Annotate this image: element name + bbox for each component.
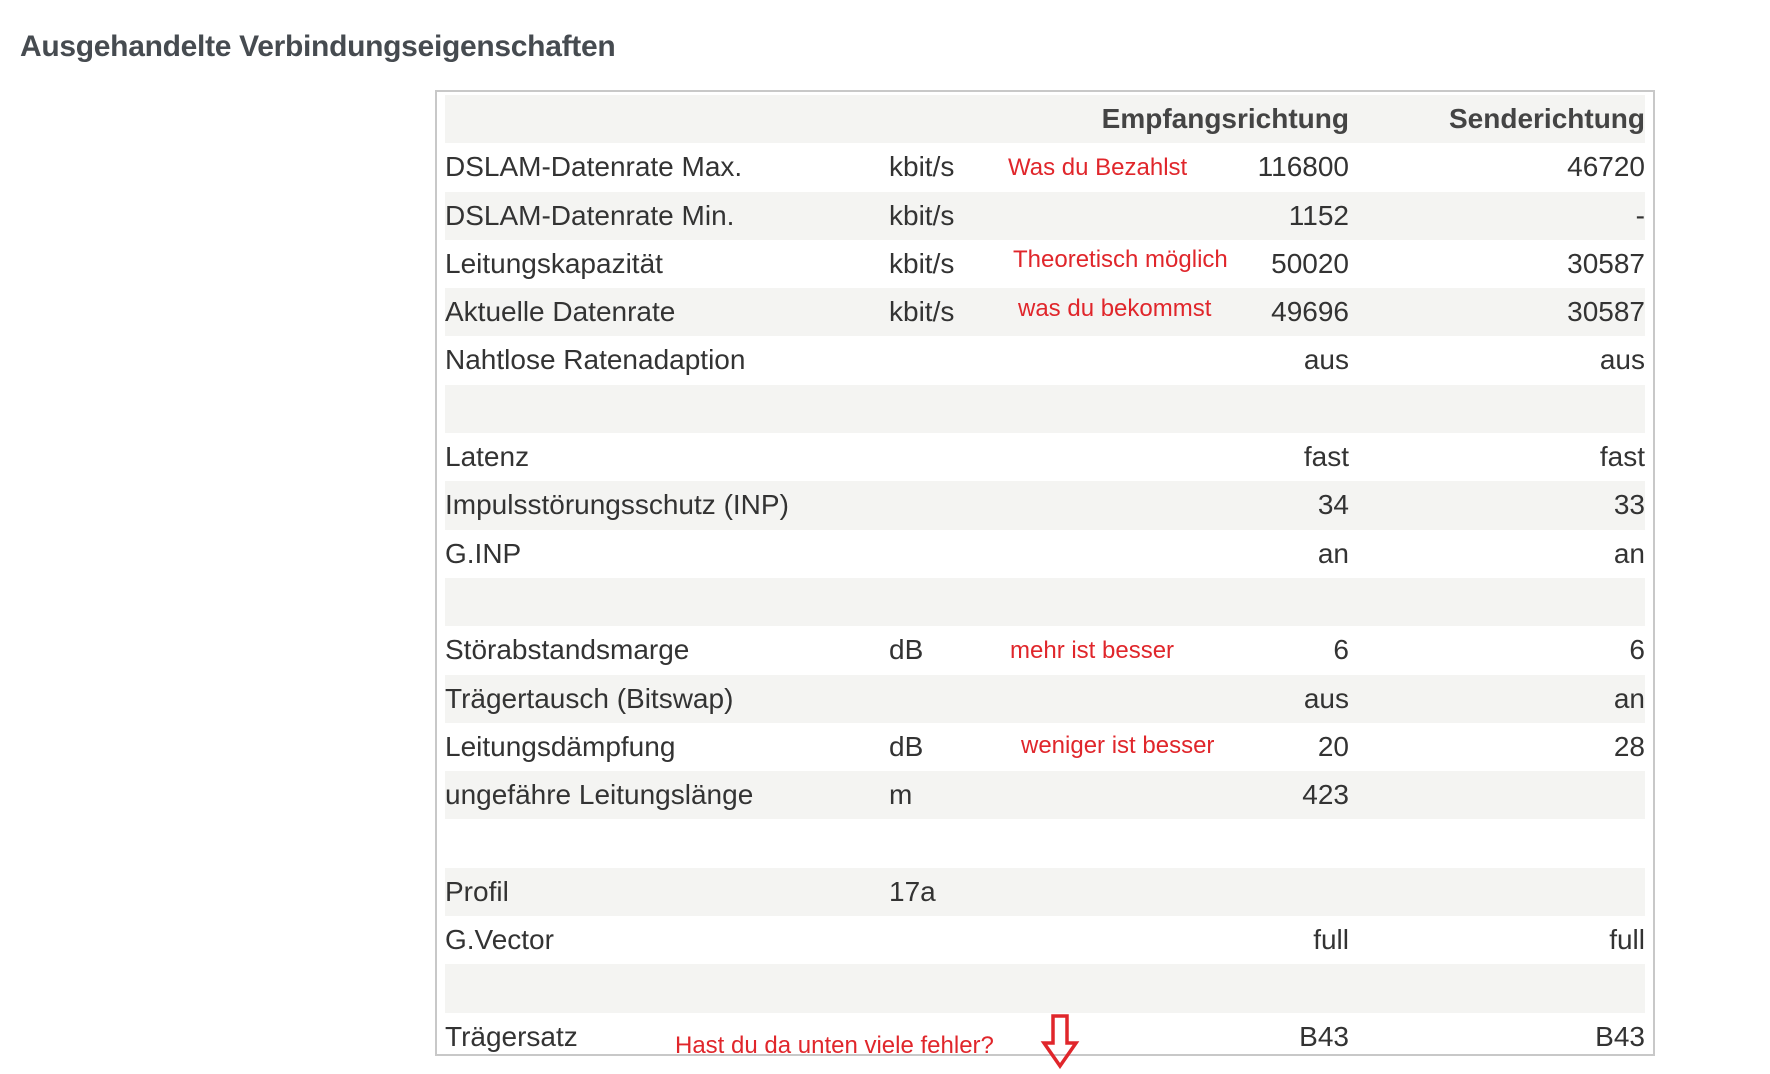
row-downstream-value: fast — [1303, 441, 1349, 473]
annotation-paid: Was du Bezahlst — [1008, 154, 1188, 181]
row-upstream-value: full — [1609, 924, 1645, 956]
table-header-row — [445, 95, 1645, 143]
row-unit: m — [889, 779, 913, 811]
row-upstream-value: - — [1635, 199, 1645, 231]
annotation-actual: was du bekommst — [1018, 295, 1212, 322]
row-downstream-value: an — [1317, 537, 1349, 569]
row-unit: dB — [889, 634, 924, 666]
row-label: G.INP — [445, 537, 522, 569]
row-unit: kbit/s — [889, 296, 955, 328]
row-downstream-value: 20 — [1317, 730, 1349, 762]
row-upstream-value: B43 — [1595, 1020, 1645, 1052]
table-row — [445, 916, 1645, 964]
row-downstream-value: B43 — [1299, 1020, 1349, 1052]
row-upstream-value: 46720 — [1567, 151, 1645, 183]
table-row — [445, 530, 1645, 578]
row-unit: kbit/s — [889, 247, 955, 279]
row-downstream-value: 49696 — [1271, 296, 1349, 328]
table-row — [445, 964, 1645, 1012]
table-row — [445, 433, 1645, 481]
row-unit: kbit/s — [889, 151, 955, 183]
annotation-attenuation: weniger ist besser — [1021, 732, 1215, 759]
header-downstream: Empfangsrichtung — [1101, 103, 1349, 134]
table-row — [445, 481, 1645, 529]
connection-properties-table — [435, 90, 1655, 1056]
row-label: DSLAM-Datenrate Max. — [445, 151, 743, 183]
row-unit: dB — [889, 730, 924, 762]
table-row — [445, 868, 1645, 916]
table-row — [445, 336, 1645, 384]
row-downstream-value: aus — [1303, 682, 1349, 714]
row-label: Impulsstörungsschutz (INP) — [445, 489, 789, 521]
row-label: Leitungsdämpfung — [445, 730, 676, 762]
row-label: Latenz — [445, 441, 530, 473]
row-unit: 17a — [889, 875, 936, 907]
annotation-theoretical: Theoretisch möglich — [1013, 246, 1228, 273]
row-downstream-value: 423 — [1302, 779, 1349, 811]
row-upstream-value: 6 — [1629, 634, 1645, 666]
row-label: G.Vector — [445, 924, 554, 956]
row-label: Aktuelle Datenrate — [445, 296, 676, 328]
header-upstream: Senderichtung — [1448, 103, 1645, 134]
row-label: Leitungskapazität — [445, 247, 663, 279]
row-label: DSLAM-Datenrate Min. — [445, 199, 735, 231]
table-row — [445, 819, 1645, 867]
table-row — [445, 675, 1645, 723]
table-row — [445, 578, 1645, 626]
row-upstream-value: 28 — [1613, 730, 1645, 762]
row-downstream-value: 6 — [1333, 634, 1349, 666]
table-row — [445, 192, 1645, 240]
row-upstream-value: 33 — [1613, 489, 1645, 521]
row-label: Nahtlose Ratenadaption — [445, 344, 746, 376]
table-body — [445, 143, 1645, 1061]
row-label: ungefähre Leitungslänge — [445, 779, 754, 811]
row-upstream-value: an — [1613, 682, 1645, 714]
row-label: Trägersatz — [445, 1020, 578, 1052]
row-upstream-value: an — [1613, 537, 1645, 569]
row-upstream-value: aus — [1599, 344, 1645, 376]
row-downstream-value: 116800 — [1257, 151, 1349, 183]
row-downstream-value: aus — [1303, 344, 1349, 376]
row-downstream-value: full — [1313, 924, 1349, 956]
row-downstream-value: 50020 — [1271, 247, 1349, 279]
page-title: Ausgehandelte Verbindungseigenschaften — [20, 30, 616, 63]
annotation-errors: Hast du da unten viele fehler? — [675, 1032, 994, 1059]
row-upstream-value: fast — [1599, 441, 1645, 473]
row-upstream-value: 30587 — [1567, 296, 1645, 328]
row-unit: kbit/s — [889, 199, 955, 231]
arrow-down-icon — [1040, 1013, 1080, 1069]
row-downstream-value: 34 — [1317, 489, 1349, 521]
table-row — [445, 385, 1645, 433]
row-label: Störabstandsmarge — [445, 634, 690, 666]
annotation-margin: mehr ist besser — [1010, 637, 1175, 664]
row-label: Profil — [445, 875, 509, 907]
row-downstream-value: 1152 — [1288, 199, 1349, 231]
row-label: Trägertausch (Bitswap) — [445, 682, 734, 714]
row-upstream-value: 30587 — [1567, 247, 1645, 279]
table-row — [445, 771, 1645, 819]
